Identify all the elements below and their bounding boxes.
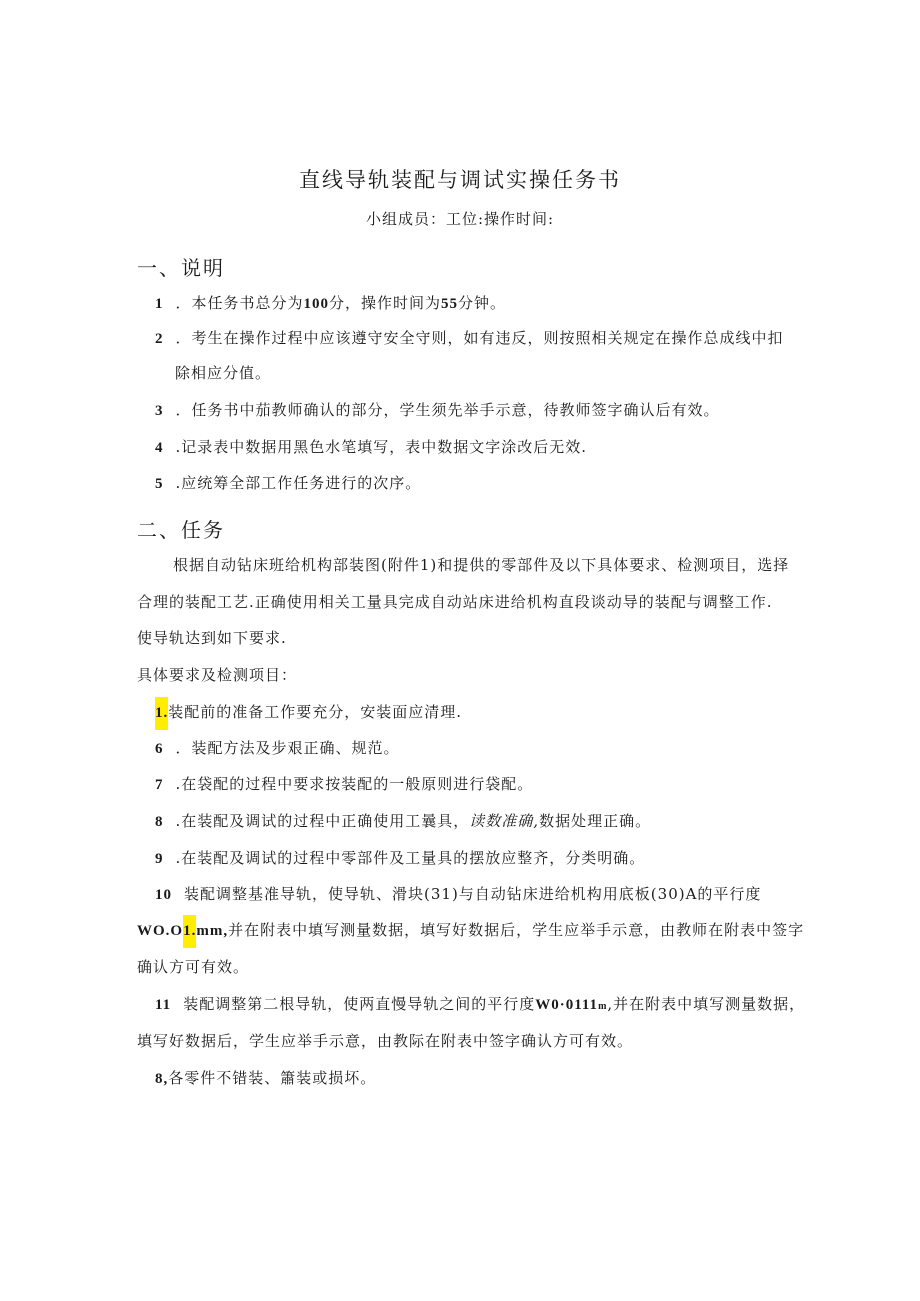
requirement-11-line-2: 填写好数据后，学生应举手示意，由教际在附表中签字确认方可有效。 [137, 1032, 634, 1050]
bold-value: WO.O [137, 923, 184, 939]
item-text: .记录表中数据用黑色水笔填写，表中数据文字涂改后无效. [175, 438, 588, 456]
bold-number: 55 [441, 296, 459, 312]
requirement-11 [155, 993, 805, 1014]
requirement-9 [155, 847, 645, 868]
item-number: 4 [155, 440, 164, 456]
requirements-label: 具体要求及检测项目： [137, 666, 298, 684]
requirement-text: .在袋配的过程中要求按装配的一般原则进行袋配。 [175, 775, 534, 793]
highlighted-value: 1. [183, 915, 196, 948]
section1-item-1 [155, 292, 506, 313]
item-number: 7 [155, 777, 164, 793]
requirement-text: .在装配及调试的过程中零部件及工量具的摆放应整齐，分类明确。 [175, 849, 646, 867]
section1-item-2 [155, 327, 784, 348]
requirement-10-line-3: 确认方可有效。 [137, 958, 250, 976]
requirement-text: 并在附表中填写测量数据，填写好数据后，学生应举手示意，由教师在附表中签字 [228, 921, 805, 939]
section1-item-4 [155, 436, 587, 457]
item-text: ．任务书中茄教师确认的部分，学生须先举手示意，待教师签字确认后有效。 [175, 401, 720, 419]
item-number: 2 [155, 331, 164, 347]
page-title: 直线导轨装配与调试实操任务书 [299, 168, 621, 192]
requirement-10 [155, 883, 761, 904]
task-paragraph-line-3: 使导轨达到如下要求. [137, 629, 287, 647]
requirement-8b [155, 1067, 376, 1088]
page-subtitle: 小组成员：工位:操作时间: [365, 210, 555, 228]
requirement-10-line-2 [137, 919, 804, 940]
item-number: 8, [155, 1071, 169, 1087]
bold-unit: mm, [196, 923, 229, 939]
requirement-text: 装配调整第二根导轨，使两直慢导轨之间的平行度 [183, 995, 536, 1013]
requirement-text: .在装配及调试的过程中正确使用工曩具， [175, 812, 470, 830]
task-paragraph-line-1: 根据自动钻床班给机构部装图(附件1)和提供的零部件及以下具体要求、检测项目，选择 [173, 556, 790, 574]
bold-number: 100 [303, 296, 330, 312]
item-number: 8 [155, 814, 164, 830]
section1-item-2-cont: 除相应分值。 [175, 364, 272, 382]
item-number: 11 [155, 997, 172, 1013]
highlighted-number: 1. [155, 697, 168, 730]
item-text: ．考生在操作过程中应该遵守安全守则，如有违反，则按照相关规定在操作总成线中扣 [175, 329, 784, 347]
requirement-text: 各零件不错装、簫装或损坏。 [168, 1069, 377, 1087]
section1-heading: 一、说明 [137, 256, 225, 280]
item-text: ．本任务书总分为 [175, 294, 304, 312]
italic-text: 读数准确, [469, 812, 540, 830]
requirement-text: ．装配方法及步艰正确、规范。 [175, 739, 400, 757]
requirement-7 [155, 773, 533, 794]
bold-value: W0·0111 [535, 997, 599, 1013]
bold-unit: m [598, 1001, 608, 1012]
item-number: 6 [155, 741, 164, 757]
section1-item-5 [155, 472, 421, 493]
item-number: 1 [155, 296, 164, 312]
item-text: 分，操作时间为 [329, 294, 442, 312]
requirement-text: ,并在附表中填写测量数据， [607, 995, 806, 1013]
item-number: 10 [155, 887, 172, 903]
section2-heading: 二、任务 [137, 518, 225, 542]
item-number: 3 [155, 403, 164, 419]
item-number: 5 [155, 476, 164, 492]
requirement-6 [155, 737, 400, 758]
requirement-text: 装配前的准备工作要充分，安装面应清理. [168, 703, 463, 721]
item-text: 分钟。 [458, 294, 507, 312]
requirement-1 [155, 701, 462, 722]
item-number: 9 [155, 851, 164, 867]
task-paragraph-line-2: 合理的装配工艺.正确使用相关工量具完成自动站床进给机构直段谈动导的装配与调整工作. [137, 593, 773, 611]
requirement-text: 装配调整基准导轨，使导轨、滑块(31)与自动钻床进给机构用底板(30)A的平行度 [184, 885, 762, 903]
item-text: .应统筹全部工作任务进行的次序。 [175, 474, 422, 492]
section1-item-3 [155, 399, 720, 420]
requirement-8 [155, 810, 651, 831]
requirement-text: 数据处理正确。 [539, 812, 652, 830]
